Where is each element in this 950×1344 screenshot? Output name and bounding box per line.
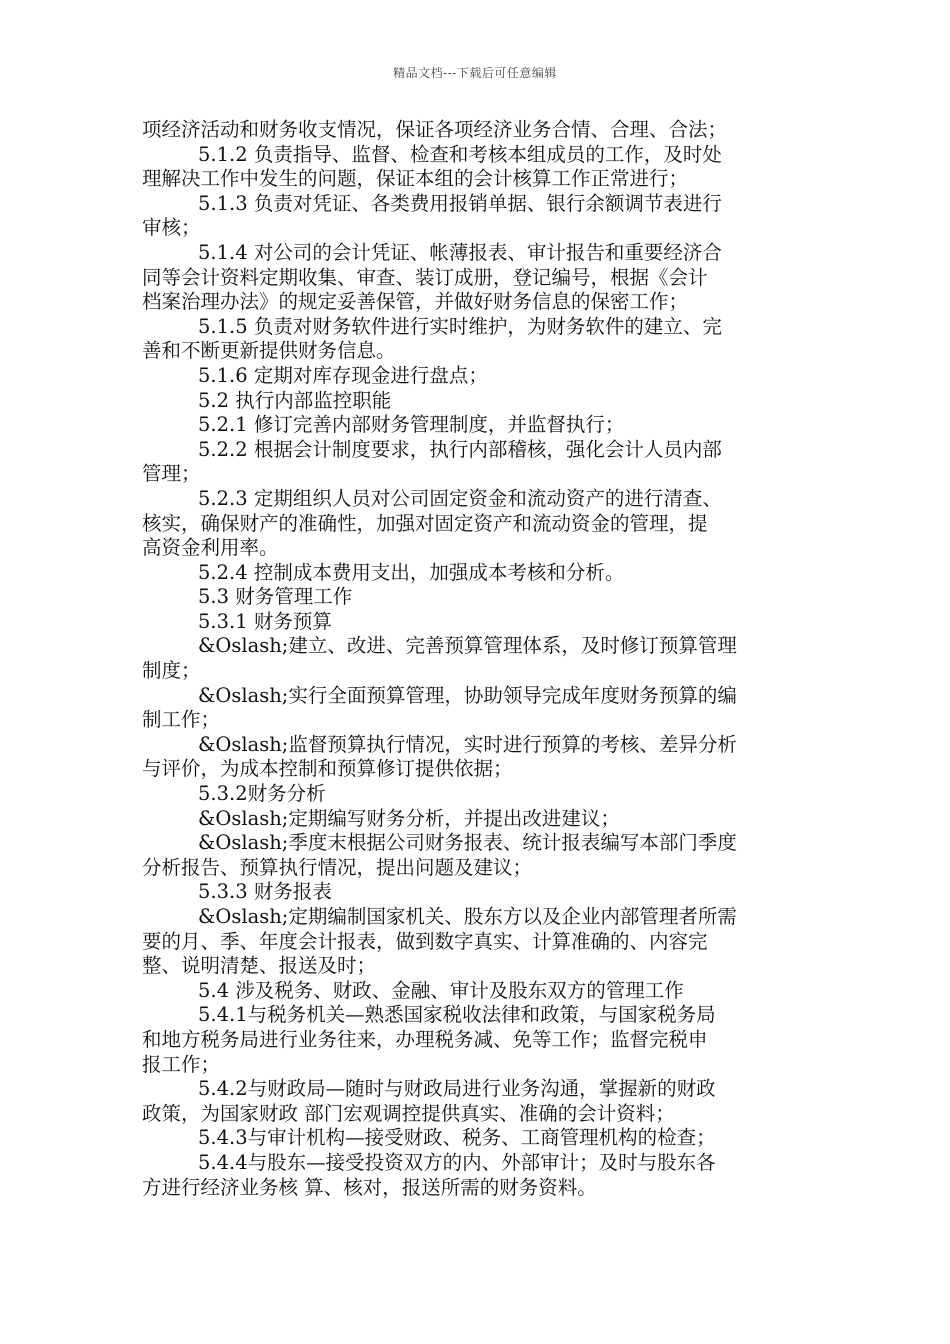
text-line: 5.3.2财务分析 xyxy=(198,782,326,806)
text-line: 5.1.5 负责对财务软件进行实时维护，为财务软件的建立、完 xyxy=(198,314,722,338)
text-line: &Oslash;季度末根据公司财务报表、统计报表编写本部门季度 xyxy=(198,831,737,855)
text-line: 报工作； xyxy=(142,1052,221,1076)
text-line: 5.2 执行内部监控职能 xyxy=(198,388,392,412)
text-line: 5.2.2 根据会计制度要求，执行内部稽核，强化会计人员内部 xyxy=(198,437,722,461)
text-line: 和地方税务局进行业务往来，办理税务减、免等工作；监督完税申 xyxy=(142,1027,708,1051)
text-line: 要的月、季、年度会计报表，做到数字真实、计算准确的、内容完 xyxy=(142,929,708,953)
text-line: 分析报告、预算执行情况，提出问题及建议； xyxy=(142,855,533,879)
text-line: &Oslash;实行全面预算管理，协助领导完成年度财务预算的编 xyxy=(198,683,737,707)
text-line: &Oslash;监督预算执行情况，实时进行预算的考核、差异分析 xyxy=(198,732,737,756)
text-line: 善和不断更新提供财务信息。 xyxy=(142,339,396,363)
text-line: &Oslash;建立、改进、完善预算管理体系，及时修订预算管理 xyxy=(198,634,737,658)
text-line: 核实，确保财产的准确性，加强对固定资产和流动资金的管理，提 xyxy=(142,511,708,535)
text-line: 5.4.3与审计机构—接受财政、税务、工商管理机构的检查； xyxy=(198,1126,716,1150)
text-line: 5.3.1 财务预算 xyxy=(198,609,332,633)
text-line: 5.4 涉及税务、财政、金融、审计及股东双方的管理工作 xyxy=(198,978,684,1002)
page-header: 精品文档---下载后可任意编辑 xyxy=(393,66,557,80)
text-line: 5.1.4 对公司的会计凭证、帐薄报表、审计报告和重要经济合 xyxy=(198,240,722,264)
text-line: 管理； xyxy=(142,462,201,486)
text-line: 理解决工作中发生的问题，保证本组的会计核算工作正常进行； xyxy=(142,167,689,191)
text-line: &Oslash;定期编写财务分析，并提出改进建议； xyxy=(198,806,620,830)
text-line: 5.3.3 财务报表 xyxy=(198,880,332,904)
text-line: 审核； xyxy=(142,216,201,240)
text-line: 5.2.3 定期组织人员对公司固定资金和流动资产的进行清查、 xyxy=(198,486,722,510)
text-line: 方进行经济业务核 算、核对，报送所需的财务资料。 xyxy=(142,1175,597,1199)
text-line: 制工作； xyxy=(142,708,221,732)
text-line: 5.1.6 定期对库存现金进行盘点； xyxy=(198,363,488,387)
text-line: 项经济活动和财务收支情况，保证各项经济业务合情、合理、合法； xyxy=(142,118,728,141)
text-line: 同等会计资料定期收集、审查、装订成册，登记编号，根据《会计 xyxy=(142,265,708,289)
text-line: 档案治理办法》的规定妥善保管，并做好财务信息的保密工作； xyxy=(142,290,689,314)
text-line: 与评价，为成本控制和预算修订提供依据； xyxy=(142,757,513,781)
text-line: 5.4.2与财政局—随时与财政局进行业务沟通，掌握新的财政 xyxy=(198,1077,716,1101)
text-line: 5.4.4与股东—接受投资双方的内、外部审计；及时与股东各 xyxy=(198,1150,716,1174)
document-body xyxy=(142,118,808,1200)
text-line: 5.3 财务管理工作 xyxy=(198,585,353,609)
text-line: 5.4.1与税务机关—熟悉国家税收法律和政策，与国家税务局 xyxy=(198,1003,716,1027)
text-line: 制度； xyxy=(142,659,201,683)
text-line: 高资金利用率。 xyxy=(142,536,279,560)
text-line: 5.1.2 负责指导、监督、检查和考核本组成员的工作，及时处 xyxy=(198,142,722,166)
text-line: 整、说明清楚、报送及时； xyxy=(142,954,377,978)
text-line: 5.1.3 负责对凭证、各类费用报销单据、银行余额调节表进行 xyxy=(198,191,722,215)
text-line: 5.2.1 修订完善内部财务管理制度，并监督执行； xyxy=(198,413,625,437)
text-line: &Oslash;定期编制国家机关、股东方以及企业内部管理者所需 xyxy=(198,905,737,928)
text-line: 5.2.4 控制成本费用支出，加强成本考核和分析。 xyxy=(198,560,625,584)
text-line: 政策，为国家财政 部门宏观调控提供真实、准确的会计资料； xyxy=(142,1101,675,1125)
